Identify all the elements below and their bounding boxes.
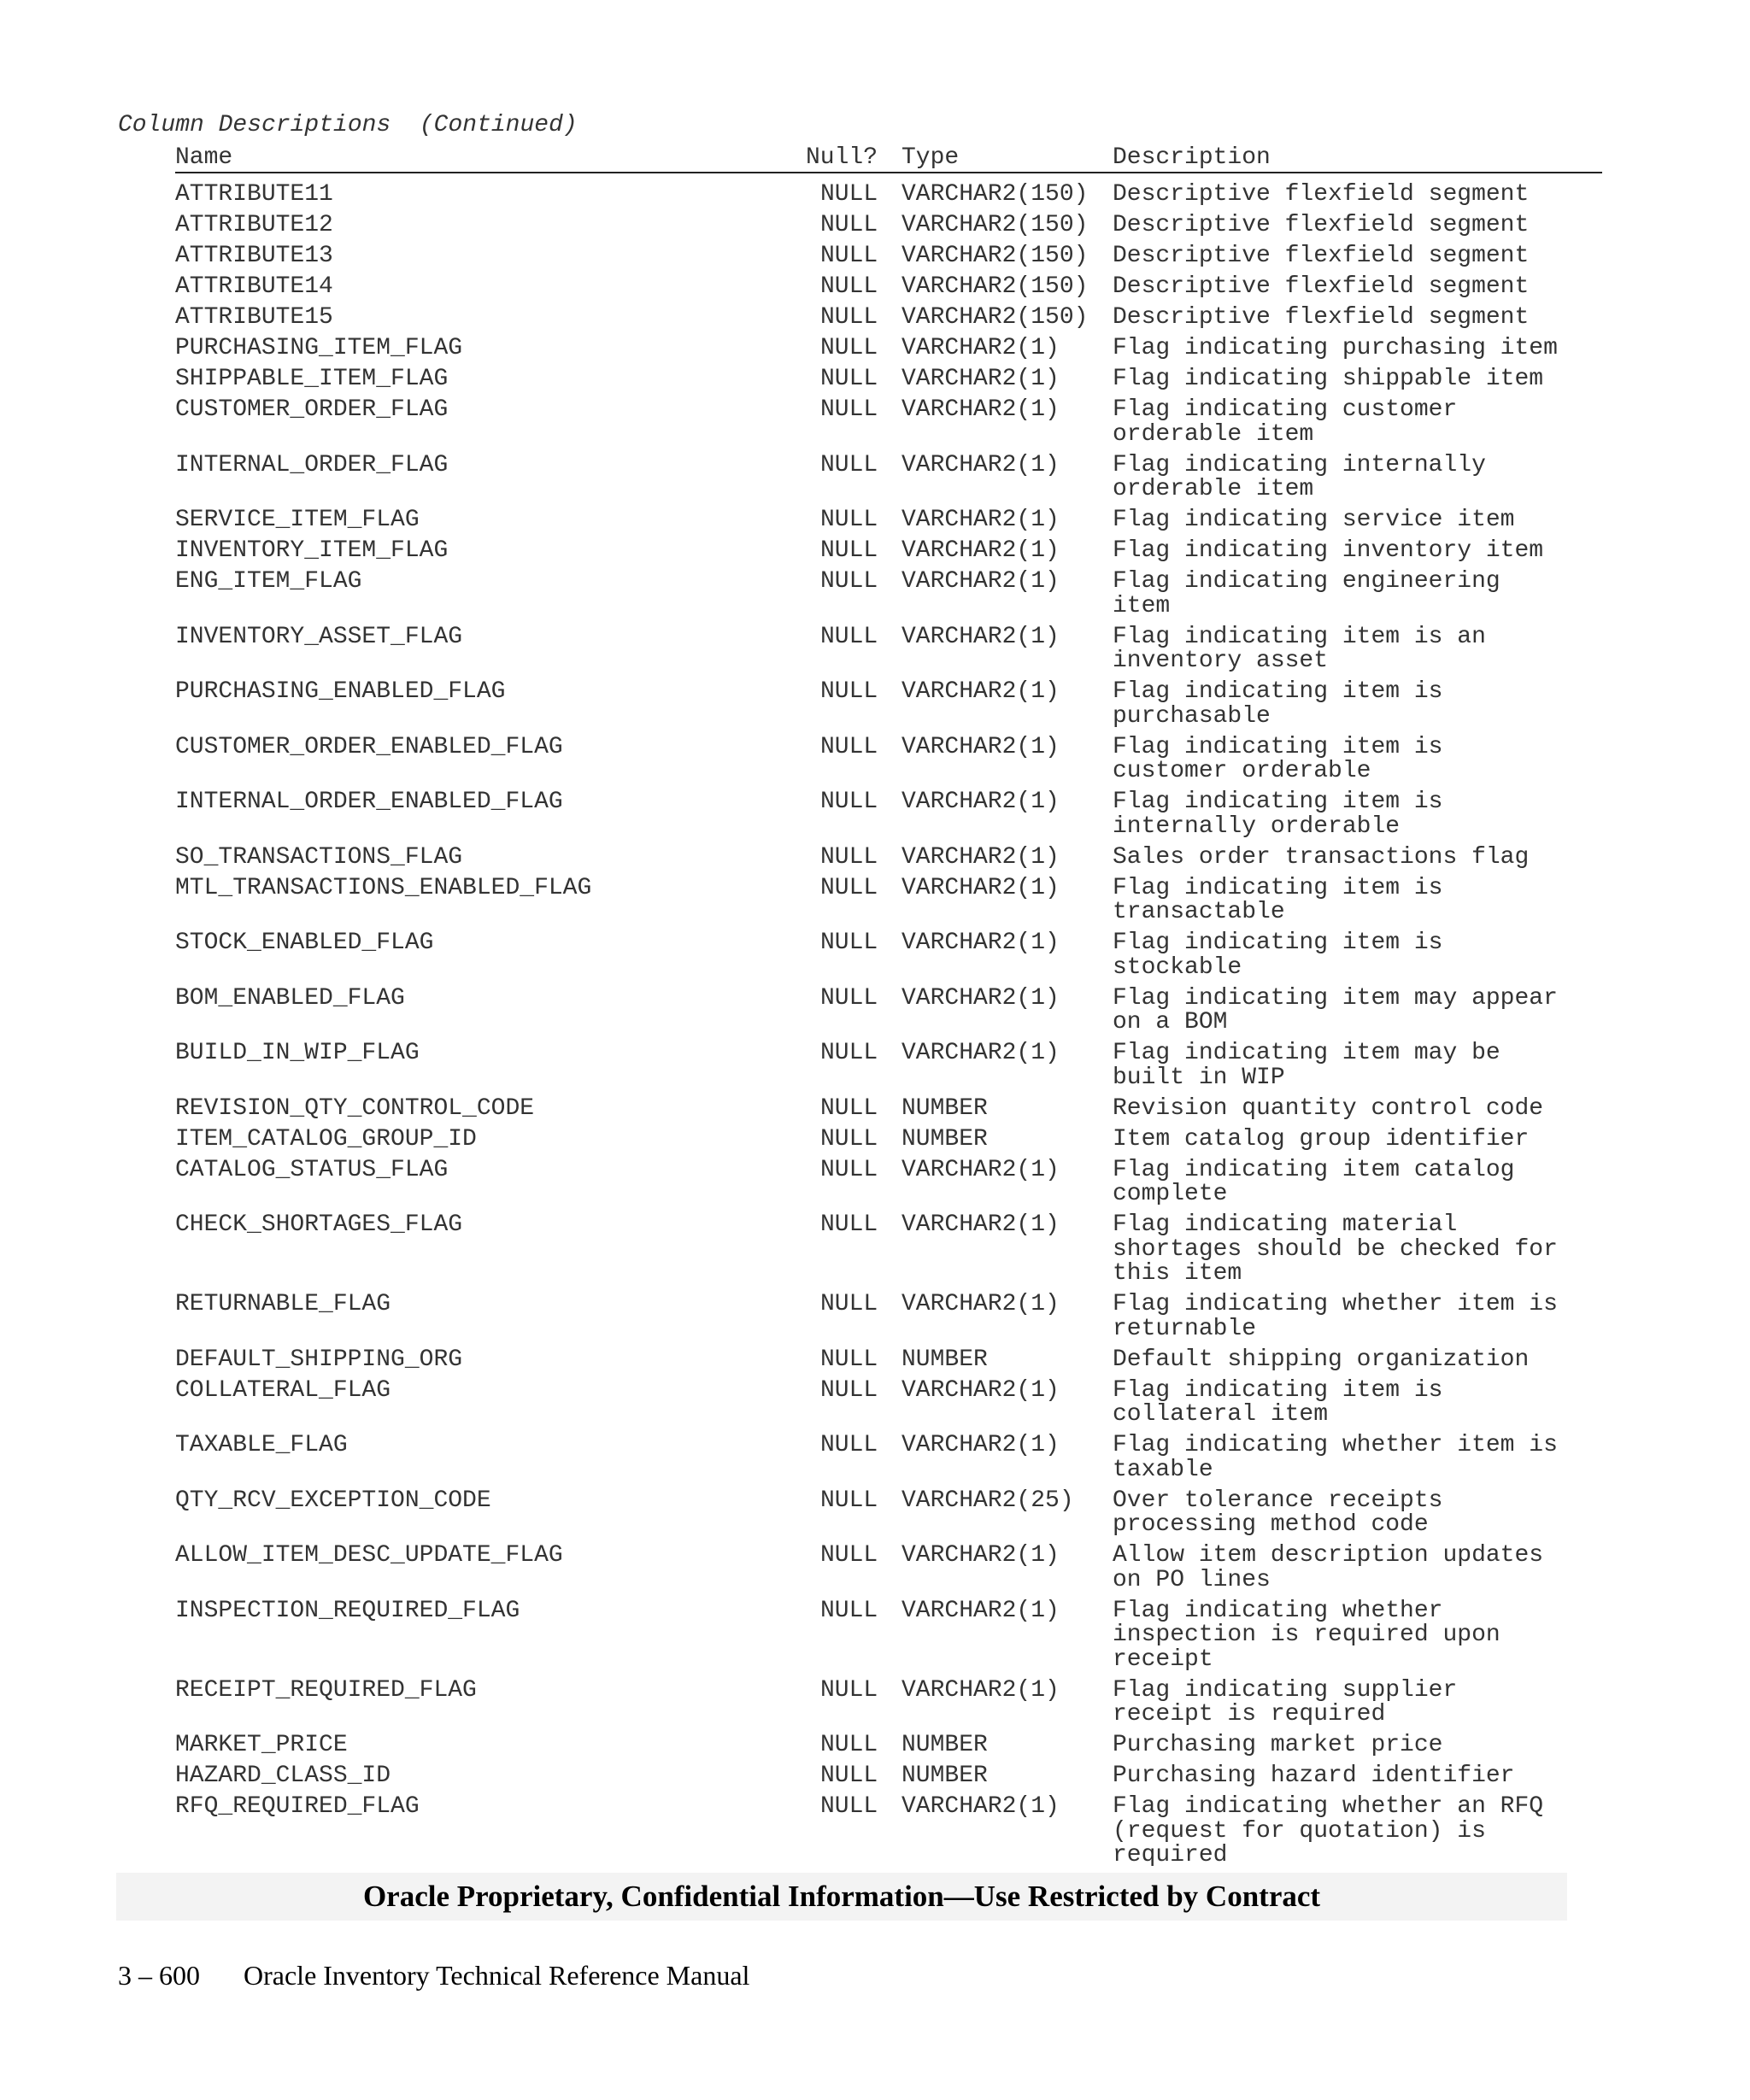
null-cell: NULL — [820, 789, 878, 815]
column-name-cell: COLLATERAL_FLAG — [175, 1376, 391, 1404]
null-cell: NULL — [820, 335, 878, 361]
table-caption: Column Descriptions (Continued) — [118, 112, 578, 138]
column-name-cell: RETURNABLE_FLAG — [175, 1291, 391, 1317]
null-cell: NULL — [820, 930, 878, 956]
type-cell: VARCHAR2(1) — [901, 623, 1060, 650]
null-cell: NULL — [820, 304, 878, 331]
type-cell: VARCHAR2(150) — [901, 273, 1089, 300]
column-name-cell: INTERNAL_ORDER_ENABLED_FLAG — [175, 789, 563, 815]
table-row — [175, 183, 1602, 208]
null-cell: NULL — [820, 451, 878, 478]
description-cell: Flag indicating item is collateral item — [1113, 1376, 1443, 1428]
column-name-cell: MTL_TRANSACTIONS_ENABLED_FLAG — [175, 874, 592, 901]
type-cell: VARCHAR2(1) — [901, 1432, 1060, 1458]
description-cell: Flag indicating engineering item — [1113, 568, 1500, 619]
type-cell: VARCHAR2(1) — [901, 1542, 1060, 1569]
description-cell: Purchasing market price — [1113, 1732, 1443, 1758]
null-cell: NULL — [820, 366, 878, 392]
description-cell: Flag indicating internally orderable item — [1113, 451, 1486, 502]
type-cell: VARCHAR2(1) — [901, 537, 1060, 564]
type-cell: NUMBER — [901, 1346, 988, 1373]
table-row — [175, 1764, 1602, 1789]
description-cell: Flag indicating item may be built in WIP — [1113, 1040, 1500, 1091]
column-name-cell: CHECK_SHORTAGES_FLAG — [175, 1211, 463, 1238]
column-name-cell: RFQ_REQUIRED_FLAG — [175, 1793, 420, 1820]
null-cell: NULL — [820, 984, 878, 1012]
null-cell: NULL — [820, 1291, 878, 1317]
type-cell: VARCHAR2(1) — [901, 984, 1060, 1012]
table-row — [175, 1544, 1602, 1593]
description-cell: Flag indicating item is customer orderable — [1113, 733, 1443, 784]
type-cell: VARCHAR2(25) — [901, 1487, 1074, 1514]
column-name-cell: CATALOG_STATUS_FLAG — [175, 1156, 449, 1183]
table-row — [175, 337, 1602, 361]
type-cell: VARCHAR2(1) — [901, 451, 1060, 478]
type-cell: NUMBER — [901, 1732, 988, 1758]
table-row — [175, 398, 1602, 447]
description-cell: Default shipping organization — [1113, 1346, 1530, 1373]
null-cell: NULL — [820, 396, 878, 423]
type-cell: VARCHAR2(1) — [901, 843, 1060, 871]
column-name-cell: SHIPPABLE_ITEM_FLAG — [175, 366, 449, 392]
column-name-cell: ALLOW_ITEM_DESC_UPDATE_FLAG — [175, 1542, 563, 1569]
column-name-cell: CUSTOMER_ORDER_ENABLED_FLAG — [175, 733, 563, 760]
type-cell: VARCHAR2(1) — [901, 1040, 1060, 1066]
table-row — [175, 984, 1602, 1035]
column-name-cell: INTERNAL_ORDER_FLAG — [175, 451, 449, 478]
description-cell: Revision quantity control code — [1113, 1094, 1544, 1122]
type-cell: VARCHAR2(1) — [901, 507, 1060, 533]
description-cell: Flag indicating purchasing item — [1113, 335, 1558, 361]
null-cell: NULL — [820, 181, 878, 208]
table-row — [175, 1599, 1602, 1673]
table-row — [175, 1125, 1602, 1153]
description-cell: Flag indicating item catalog complete — [1113, 1156, 1515, 1207]
null-cell: NULL — [820, 733, 878, 760]
null-cell: NULL — [820, 874, 878, 901]
table-row — [175, 306, 1602, 331]
null-cell: NULL — [820, 1597, 878, 1624]
column-name-cell: SERVICE_ITEM_FLAG — [175, 507, 420, 533]
table-row — [175, 931, 1602, 980]
table-row — [175, 451, 1602, 502]
description-cell: Item catalog group identifier — [1113, 1125, 1530, 1153]
null-cell: NULL — [820, 273, 878, 300]
table-row — [175, 680, 1602, 729]
column-name-cell: HAZARD_CLASS_ID — [175, 1763, 391, 1789]
column-name-cell: INSPECTION_REQUIRED_FLAG — [175, 1597, 520, 1624]
column-name-cell: PURCHASING_ITEM_FLAG — [175, 335, 463, 361]
column-name-cell: ITEM_CATALOG_GROUP_ID — [175, 1125, 477, 1153]
table-row — [175, 244, 1602, 269]
description-cell: Flag indicating item is transactable — [1113, 874, 1443, 925]
null-cell: NULL — [820, 1763, 878, 1789]
null-cell: NULL — [820, 1793, 878, 1820]
description-cell: Descriptive flexfield segment — [1113, 304, 1530, 331]
type-cell: VARCHAR2(150) — [901, 212, 1089, 238]
null-cell: NULL — [820, 1125, 878, 1153]
type-cell: VARCHAR2(1) — [901, 1676, 1060, 1704]
page-number: 3 – 600 — [118, 1960, 200, 1991]
type-cell: VARCHAR2(1) — [901, 366, 1060, 392]
null-cell: NULL — [820, 243, 878, 269]
table-row — [175, 790, 1602, 839]
null-cell: NULL — [820, 1346, 878, 1373]
table-row — [175, 843, 1602, 871]
table-row — [175, 1795, 1602, 1868]
description-cell: Flag indicating item is purchasable — [1113, 678, 1443, 730]
table-row — [175, 1733, 1602, 1758]
column-name-cell: ENG_ITEM_FLAG — [175, 568, 362, 595]
table-row — [175, 508, 1602, 533]
type-cell: VARCHAR2(150) — [901, 304, 1089, 331]
null-cell: NULL — [820, 1487, 878, 1514]
table-row — [175, 1489, 1602, 1538]
description-cell: Flag indicating service item — [1113, 507, 1515, 533]
description-cell: Flag indicating customer orderable item — [1113, 396, 1458, 448]
description-cell: Flag indicating shippable item — [1113, 366, 1544, 392]
table-row — [175, 1676, 1602, 1728]
null-cell: NULL — [820, 507, 878, 533]
description-cell: Descriptive flexfield segment — [1113, 273, 1530, 300]
description-cell: Descriptive flexfield segment — [1113, 181, 1530, 208]
description-cell: Flag indicating item is internally orderable — [1113, 789, 1443, 840]
column-name-cell: SO_TRANSACTIONS_FLAG — [175, 843, 463, 871]
null-cell: NULL — [820, 1376, 878, 1404]
type-cell: VARCHAR2(1) — [901, 568, 1060, 595]
null-cell: NULL — [820, 623, 878, 650]
table-row — [175, 570, 1602, 619]
column-name-cell: PURCHASING_ENABLED_FLAG — [175, 678, 506, 705]
type-cell: VARCHAR2(1) — [901, 1211, 1060, 1238]
null-cell: NULL — [820, 1432, 878, 1458]
column-name-cell: STOCK_ENABLED_FLAG — [175, 930, 434, 956]
column-name-cell: CUSTOMER_ORDER_FLAG — [175, 396, 449, 423]
null-cell: NULL — [820, 1732, 878, 1758]
type-cell: VARCHAR2(150) — [901, 243, 1089, 269]
description-cell: Flag indicating inventory item — [1113, 537, 1544, 564]
column-name-cell: INVENTORY_ASSET_FLAG — [175, 623, 463, 650]
null-cell: NULL — [820, 1040, 878, 1066]
table-row — [175, 733, 1602, 784]
description-cell: Flag indicating whether item is taxable — [1113, 1432, 1558, 1483]
null-cell: NULL — [820, 537, 878, 564]
column-descriptions-table — [175, 183, 1602, 1874]
column-name-cell: QTY_RCV_EXCEPTION_CODE — [175, 1487, 491, 1514]
column-header-name: Name — [175, 144, 233, 171]
table-row — [175, 625, 1602, 674]
type-cell: VARCHAR2(1) — [901, 335, 1060, 361]
column-header-description: Description — [1113, 144, 1271, 171]
column-name-cell: MARKET_PRICE — [175, 1732, 348, 1758]
description-cell: Sales order transactions flag — [1113, 843, 1530, 871]
table-row — [175, 1213, 1602, 1287]
description-cell: Flag indicating supplier receipt is required — [1113, 1676, 1458, 1728]
description-cell: Over tolerance receipts processing method code — [1113, 1487, 1443, 1538]
description-cell: Flag indicating material shortages should be checked for this item — [1113, 1211, 1558, 1287]
table-row — [175, 1434, 1602, 1482]
column-name-cell: BOM_ENABLED_FLAG — [175, 984, 405, 1012]
null-cell: NULL — [820, 1156, 878, 1183]
header-divider — [175, 172, 1602, 173]
table-row — [175, 1041, 1602, 1090]
table-row — [175, 1376, 1602, 1428]
null-cell: NULL — [820, 678, 878, 705]
null-cell: NULL — [820, 1094, 878, 1122]
null-cell: NULL — [820, 212, 878, 238]
type-cell: VARCHAR2(1) — [901, 874, 1060, 901]
type-cell: NUMBER — [901, 1763, 988, 1789]
column-name-cell: ATTRIBUTE14 — [175, 273, 333, 300]
column-name-cell: REVISION_QTY_CONTROL_CODE — [175, 1094, 535, 1122]
type-cell: VARCHAR2(1) — [901, 789, 1060, 815]
description-cell: Flag indicating whether item is returnable — [1113, 1291, 1558, 1342]
column-name-cell: BUILD_IN_WIP_FLAG — [175, 1040, 420, 1066]
description-cell: Flag indicating whether an RFQ (request for quotation) is required — [1113, 1793, 1544, 1868]
null-cell: NULL — [820, 1542, 878, 1569]
table-row — [175, 275, 1602, 300]
column-header-type: Type — [901, 144, 960, 171]
null-cell: NULL — [820, 843, 878, 871]
type-cell: VARCHAR2(1) — [901, 1376, 1060, 1404]
description-cell: Descriptive flexfield segment — [1113, 243, 1530, 269]
column-header-row — [175, 144, 1602, 173]
type-cell: VARCHAR2(1) — [901, 396, 1060, 423]
confidentiality-banner: Oracle Proprietary, Confidential Information––Use Restricted by Contract — [116, 1873, 1567, 1921]
column-name-cell: ATTRIBUTE12 — [175, 212, 333, 238]
description-cell: Flag indicating item may appear on a BOM — [1113, 984, 1558, 1035]
table-row — [175, 1348, 1602, 1373]
type-cell: VARCHAR2(1) — [901, 1793, 1060, 1820]
null-cell: NULL — [820, 568, 878, 595]
type-cell: VARCHAR2(1) — [901, 1156, 1060, 1183]
type-cell: VARCHAR2(1) — [901, 733, 1060, 760]
description-cell: Allow item description updates on PO lines — [1113, 1542, 1544, 1593]
column-name-cell: ATTRIBUTE13 — [175, 243, 333, 269]
description-cell: Descriptive flexfield segment — [1113, 212, 1530, 238]
column-name-cell: RECEIPT_REQUIRED_FLAG — [175, 1676, 477, 1704]
type-cell: VARCHAR2(1) — [901, 678, 1060, 705]
type-cell: VARCHAR2(150) — [901, 181, 1089, 208]
description-cell: Purchasing hazard identifier — [1113, 1763, 1515, 1789]
table-row — [175, 1293, 1602, 1341]
column-header-null: Null? — [806, 144, 878, 171]
table-row — [175, 1094, 1602, 1122]
type-cell: VARCHAR2(1) — [901, 930, 1060, 956]
column-name-cell: INVENTORY_ITEM_FLAG — [175, 537, 449, 564]
description-cell: Flag indicating whether inspection is required upon receipt — [1113, 1597, 1500, 1673]
null-cell: NULL — [820, 1676, 878, 1704]
table-row — [175, 367, 1602, 392]
column-name-cell: TAXABLE_FLAG — [175, 1432, 348, 1458]
table-row — [175, 874, 1602, 925]
type-cell: VARCHAR2(1) — [901, 1597, 1060, 1624]
type-cell: NUMBER — [901, 1125, 988, 1153]
manual-title: Oracle Inventory Technical Reference Manual — [244, 1960, 750, 1991]
column-name-cell: ATTRIBUTE11 — [175, 181, 333, 208]
column-name-cell: DEFAULT_SHIPPING_ORG — [175, 1346, 463, 1373]
description-cell: Flag indicating item is an inventory asset — [1113, 623, 1486, 674]
null-cell: NULL — [820, 1211, 878, 1238]
table-row — [175, 539, 1602, 564]
type-cell: VARCHAR2(1) — [901, 1291, 1060, 1317]
type-cell: NUMBER — [901, 1094, 988, 1122]
column-name-cell: ATTRIBUTE15 — [175, 304, 333, 331]
description-cell: Flag indicating item is stockable — [1113, 930, 1443, 981]
table-row — [175, 1156, 1602, 1207]
table-row — [175, 214, 1602, 238]
